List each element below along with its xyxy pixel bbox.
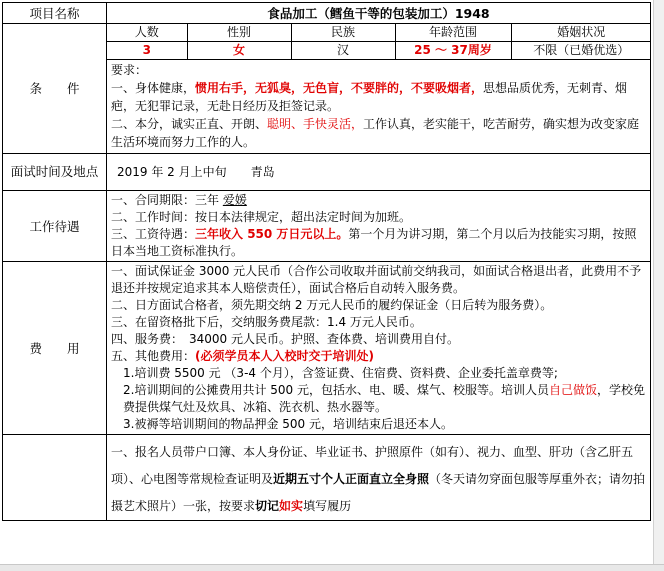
- conditions-row: [3, 24, 651, 154]
- fee-item-5: [111, 348, 646, 365]
- fee-sub-2-highlight: 自己做饭: [549, 383, 598, 397]
- requirement-1-prefix: 一、身体健康，: [111, 81, 196, 95]
- header-row: [3, 3, 651, 24]
- benefits-label: 工作待遇: [3, 191, 107, 262]
- requirement-2-suffix: 工作认真，老实能干，吃苦耐劳，确实想为改变家庭生活环境而努力工作的人。: [111, 117, 640, 149]
- value-marital-status: 不限（已婚优选）: [511, 42, 651, 60]
- fee-sub-2-suffix: ，学校免费提供煤气灶及炊具、冰箱、洗衣机、热水器等。: [123, 383, 646, 414]
- application-label: [3, 435, 107, 521]
- application-photo-note: （冬天请勿穿面包服等厚重外衣；请勿拍摄艺术照片）: [111, 472, 646, 513]
- col-marital-status: 婚姻状况: [511, 24, 651, 42]
- requirements-heading: 要求：: [111, 63, 148, 77]
- fee-item-4: 四、服务费： 34000 元人民币。护照、查体费、培训费用自付。: [111, 332, 459, 346]
- application-row: [3, 435, 651, 521]
- application-emphasis: 切记: [255, 499, 280, 513]
- requirement-2-highlight: 聪明、手快灵活，: [267, 117, 364, 131]
- requirement-1-highlight: 惯用右手，无狐臭，无色盲，不要胖的，不要吸烟者，: [195, 81, 484, 95]
- application-text-2: 一张，按要求: [183, 499, 256, 513]
- fees-cell: [107, 262, 651, 435]
- benefit-1-text: 一、合同期限：三年: [111, 193, 223, 207]
- recruitment-document-table: [2, 2, 651, 521]
- conditions-text: [107, 60, 650, 153]
- fee-sub-2: [111, 382, 646, 416]
- requirement-item-1: [111, 79, 646, 115]
- horizontal-scrollbar[interactable]: [0, 564, 664, 571]
- requirements-table: [107, 24, 651, 60]
- vertical-scrollbar[interactable]: [653, 0, 664, 571]
- col-gender: 性别: [187, 24, 291, 42]
- interview-row: [3, 154, 651, 191]
- application-text-end: 填写履历: [303, 499, 352, 513]
- fee-5-prefix: 五、其他费用：: [111, 349, 196, 363]
- application-text: 一、报名人员带户口簿、本人身份证、毕业证书、护照原件（如有）、视力、血型、肝功（含乙肝五项）、心电图等常规检查证明及: [111, 445, 634, 486]
- requirements-value-row: [107, 42, 651, 60]
- requirement-item-2: [111, 115, 646, 151]
- benefit-3-suffix: 第一个月为讲习期，第二个月以后为技能实习期，按照日本当地工资标准执行。: [111, 227, 637, 258]
- interview-value: 2019 年 2 月上中旬 青岛: [107, 154, 651, 191]
- value-headcount: 3: [107, 42, 187, 60]
- project-name-label: 项目名称: [3, 3, 107, 24]
- fee-item-1: 一、面试保证金 3000 元人民币（合作公司收取并面试前交纳我司，如面试合格退出者，此费用不予退还并按规定追求其本人赔偿责任），面试合格后自动转入服务费。: [111, 264, 642, 295]
- benefit-3-highlight: 三年收入 550 万日元以上。: [195, 227, 349, 241]
- fees-row: [3, 262, 651, 435]
- value-gender: 女: [187, 42, 291, 60]
- benefit-item-2: 二、工作时间：按日本法律规定，超出法定时间为加班。: [111, 210, 412, 224]
- conditions-label: 条 件: [3, 24, 107, 154]
- application-cell: [107, 435, 651, 521]
- requirement-2-prefix: 二、本分，诚实正直、开朗、: [111, 117, 268, 131]
- col-ethnicity: 民族: [291, 24, 395, 42]
- benefit-item-1: [111, 192, 646, 209]
- fee-sub-1: 1.培训费 5500 元 （3-4 个月），含签证费、住宿费、资料费、企业委托盖章费等;: [123, 366, 558, 380]
- interview-label: 面试时间及地点: [3, 154, 107, 191]
- application-photo-requirement: 近期五寸个人正面直立全身照: [273, 472, 430, 486]
- application-truthfully: 如实: [279, 499, 304, 513]
- fee-sub-2-prefix: 2.培训期间的公摊费用共计 500 元，包括水、电、暖、煤气、校服等。培训人员: [123, 383, 549, 397]
- benefit-item-3: [111, 226, 646, 260]
- fee-5-highlight: (必须学员本人入校时交于培训处): [195, 349, 374, 363]
- fee-item-3: 三、在留资格批下后，交纳服务费尾款：1.4 万元人民币。: [111, 315, 422, 329]
- requirement-1-suffix: 思想品质优秀，无刺青、烟疤，无犯罪记录，无赴日经历及拒签记录。: [111, 81, 628, 113]
- benefits-cell: [107, 191, 651, 262]
- benefit-1-location: 爱媛: [222, 193, 247, 207]
- fee-sub-3: 3.被褥等培训期间的物品押金 500 元，培训结束后退还本人。: [123, 417, 453, 431]
- fees-label: 费 用: [3, 262, 107, 435]
- project-title: 食品加工（鳕鱼干等的包装加工）1948: [107, 3, 651, 24]
- requirements-header-row: [107, 24, 651, 42]
- col-headcount: 人数: [107, 24, 187, 42]
- col-age-range: 年龄范围: [395, 24, 511, 42]
- conditions-cell: [107, 24, 651, 154]
- fee-item-2: 二、日方面试合格者，须先期交纳 2 万元人民币的履约保证金（日后转为服务费）。: [111, 298, 553, 312]
- benefit-3-prefix: 三、工资待遇：: [111, 227, 196, 241]
- value-age-range: 25 ～ 37周岁: [395, 42, 511, 60]
- benefits-row: [3, 191, 651, 262]
- value-ethnicity: 汉: [291, 42, 395, 60]
